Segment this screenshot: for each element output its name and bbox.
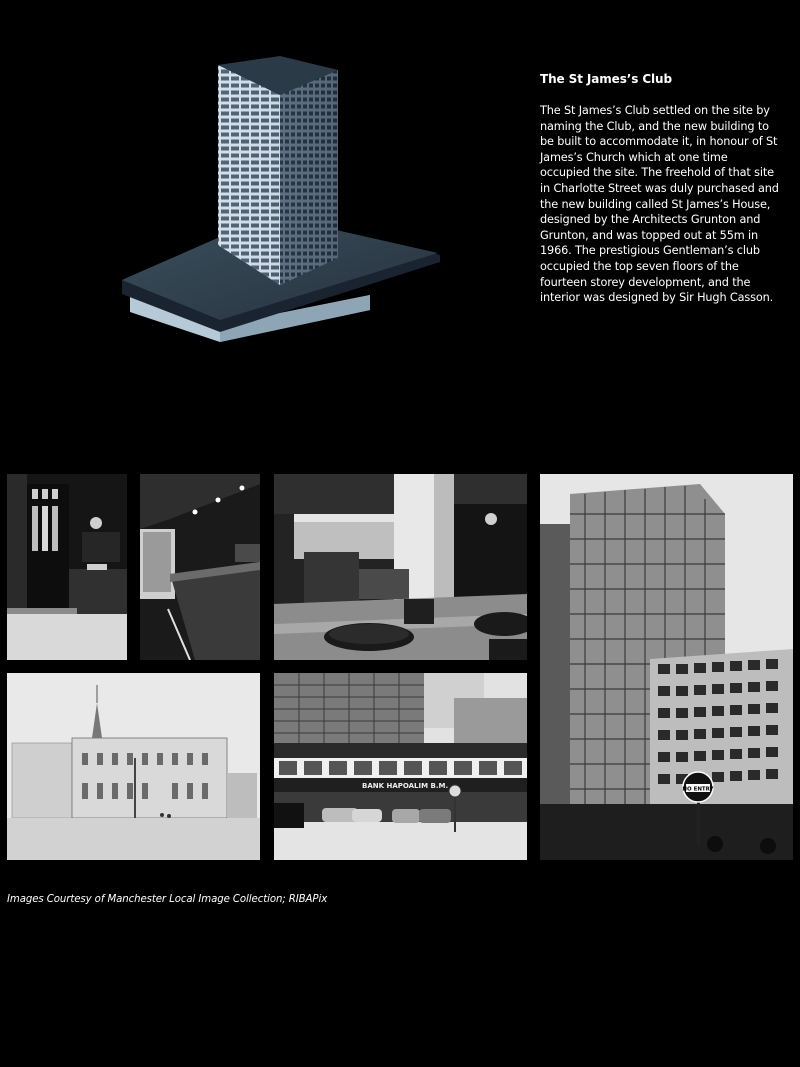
photo-construction-scaffold [540, 474, 793, 860]
photo-street-bank [274, 673, 527, 860]
photo-st-james-church-sketch [7, 673, 260, 860]
article-text [540, 72, 780, 306]
bank-sign-text: BANK HAPOALIM B.M. [362, 782, 449, 790]
photo-interior-lounge [274, 474, 527, 660]
image-credits-caption: Images Courtesy of Manchester Local Image Collection; RIBAPix [7, 894, 328, 905]
no-entry-sign-text: NO ENTRY [682, 786, 714, 793]
photo-interior-lobby [7, 474, 127, 660]
building-model-render [110, 40, 450, 360]
article-body: The St James’s Club settled on the site by naming the Club, and the new building to be built to accommodate it, in honour of St James’s Church which at one time occupied the site. The freehold of that site in Charlotte Street was duly purchased and the new building called St James’s House, designed by the Architects Grunton and Grunton, and was topped out at 55m in 1966. The prestigious Gentleman’s club occupied the top seven floors of the fourteen storey development, and the interior was designed by Sir Hugh Casson. [540, 104, 779, 305]
photo-interior-bar [140, 474, 260, 660]
article-title: The St James’s Club [540, 72, 672, 86]
